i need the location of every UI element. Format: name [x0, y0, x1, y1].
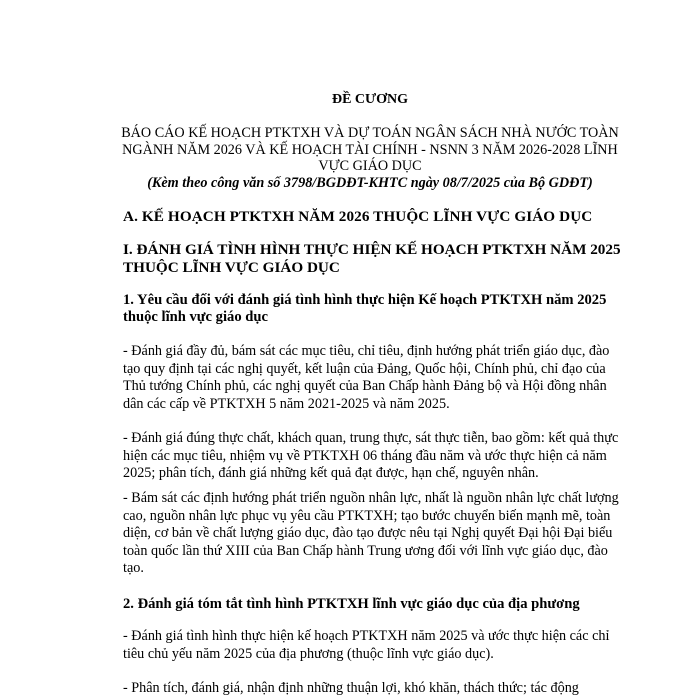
- subsection-1-heading: 1. Yêu cầu đối với đánh giá tình hình thực hiện Kế hoạch PTKTXH năm 2025 thuộc lĩnh vực giáo dục: [123, 292, 607, 325]
- paragraph: - Đánh giá đầy đủ, bám sát các mục tiêu, chỉ tiêu, định hướng phát triển giáo dục, đào tạo quy định tại các nghị quyết, kết luận của Đảng, Quốc hội, Chính phủ, chỉ đạo của Thủ tướng Chính phủ, các nghị quyết của Ban Chấp hành Đảng bộ và Hội đồng nhân dân các cấp về PTKTXH 5 năm 2021-2025 và năm 2025.: [123, 343, 610, 412]
- document-reference-note: (Kèm theo công văn số 3798/BGDĐT-KHTC ngày 08/7/2025 của Bộ GDĐT): [147, 175, 593, 191]
- paragraph: - Đánh giá tình hình thực hiện kế hoạch PTKTXH năm 2025 và ước thực hiện các chỉ tiêu chủ yếu năm 2025 của địa phương (thuộc lĩnh vực giáo dục).: [123, 628, 610, 662]
- section-a-heading: A. KẾ HOẠCH PTKTXH NĂM 2026 THUỘC LĨNH VỰC GIÁO DỤC: [123, 208, 593, 225]
- paragraph: - Phân tích, đánh giá, nhận định những thuận lợi, khó khăn, thách thức; tác động: [123, 680, 579, 696]
- paragraph: - Đánh giá đúng thực chất, khách quan, trung thực, sát thực tiễn, bao gồm: kết quả thực hiện các mục tiêu, nhiệm vụ về PTKTXH 06 tháng đầu năm và ước thực hiện cả năm 2025; phân tích, đánh giá những kết quả đạt được, hạn chế, nguyên nhân.: [123, 430, 619, 481]
- section-i-heading: I. ĐÁNH GIÁ TÌNH HÌNH THỰC HIỆN KẾ HOẠCH PTKTXH NĂM 2025 THUỘC LĨNH VỰC GIÁO DỤC: [123, 241, 621, 276]
- subsection-2-heading: 2. Đánh giá tóm tắt tình hình PTKTXH lĩnh vực giáo dục của địa phương: [123, 596, 580, 612]
- document-title: ĐỀ CƯƠNG: [331, 92, 409, 107]
- paragraph: - Bám sát các định hướng phát triển nguồn nhân lực, nhất là nguồn nhân lực chất lượng cao, nguồn nhân lực phục vụ yêu cầu PTKTXH; tạo bước chuyển biến mạnh mẽ, toàn diện, cơ bản về chất lượng giáo dục, đào tạo được nêu tại Nghị quyết Đại hội Đại biểu toàn quốc lần thứ XIII của Ban Chấp hành Trung ương đối với lĩnh vực giáo dục, đào tạo.: [123, 490, 619, 576]
- document-subtitle: BÁO CÁO KẾ HOẠCH PTKTXH VÀ DỰ TOÁN NGÂN SÁCH NHÀ NƯỚC TOÀN NGÀNH NĂM 2026 VÀ KẾ HOẠCH TÀI CHÍNH - NSNN 3 NĂM 2026-2028 LĨNH VỰC GIÁO DỤC: [121, 125, 619, 174]
